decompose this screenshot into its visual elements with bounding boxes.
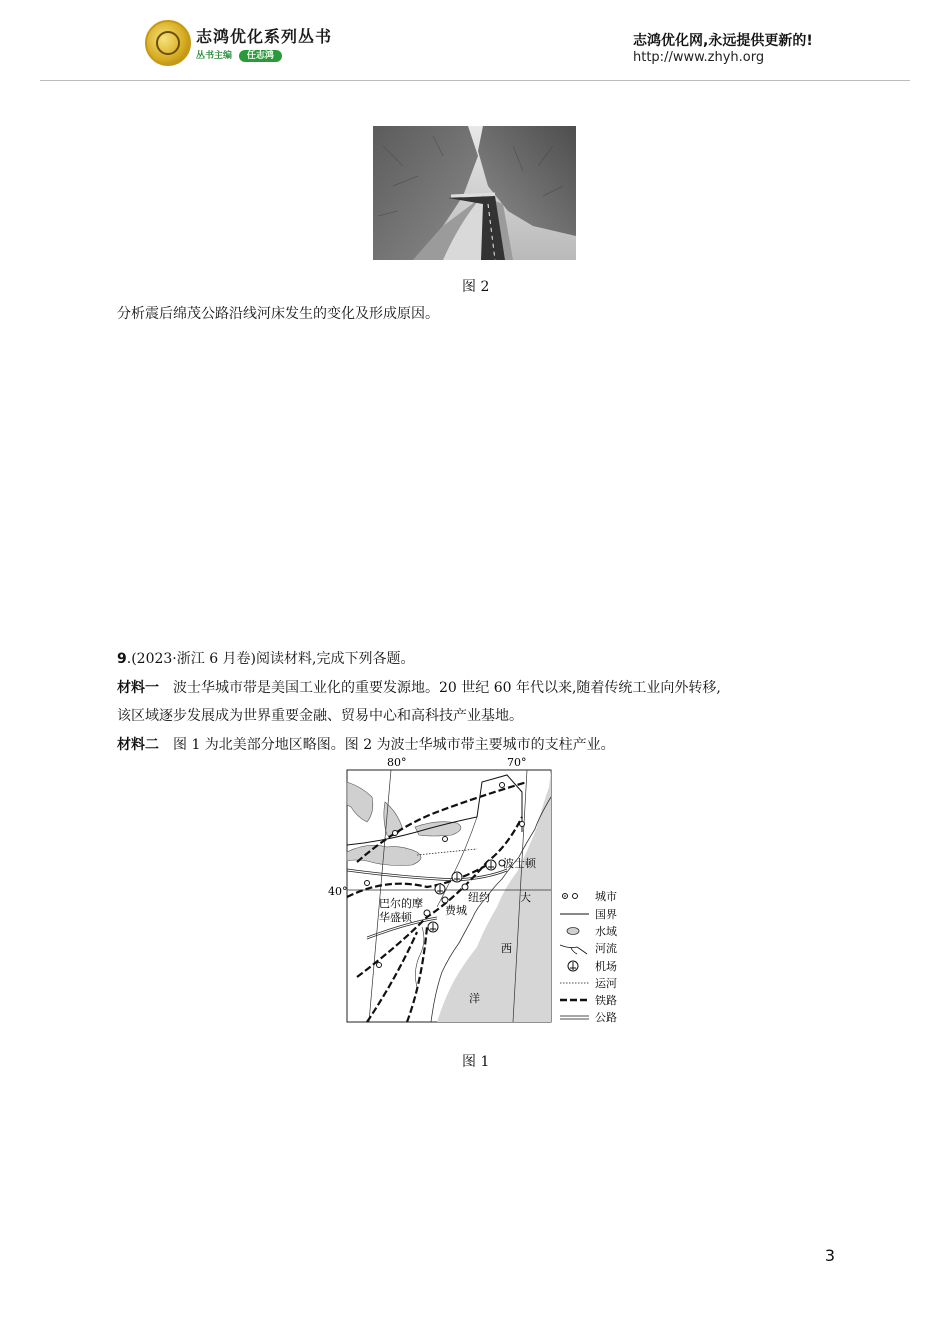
page-number: 3 — [824, 1246, 835, 1265]
city-washington-label: 华盛顿 — [379, 911, 412, 924]
city-boston-label: 波士顿 — [503, 857, 536, 870]
question-8-prompt: 分析震后绵茂公路沿线河床发生的变化及形成原因。 — [117, 306, 439, 322]
editor-row — [196, 48, 282, 61]
legend-border: 国界 — [595, 908, 617, 921]
gorge-road-photo — [373, 126, 576, 260]
header-divider — [40, 80, 910, 81]
legend-river: 河流 — [595, 942, 617, 955]
north-america-map — [327, 757, 627, 1027]
publisher-logo — [145, 20, 191, 66]
legend-airport: 机场 — [595, 960, 617, 973]
figure-2-caption: 图 2 — [462, 279, 490, 295]
lon-80-label: 80° — [387, 757, 407, 769]
ocean-char-3: 洋 — [469, 992, 480, 1005]
material-2-line — [117, 735, 615, 755]
map-legend — [560, 890, 617, 1024]
city-newyork-label: 纽约 — [468, 891, 490, 904]
editor-label: 丛书主编 — [196, 51, 233, 61]
question-number: 9 — [117, 651, 127, 667]
lat-40-label: 40° — [328, 885, 348, 898]
material-2-text: 图 1 为北美部分地区略图。图 2 为波士华城市带主要城市的支柱产业。 — [173, 737, 615, 753]
legend-railway: 铁路 — [595, 994, 617, 1007]
material-2-label: 材料二 — [117, 737, 159, 753]
ocean-char-1: 大 — [520, 891, 531, 904]
site-url[interactable]: http://www.zhyh.org — [633, 50, 765, 65]
legend-city: 城市 — [595, 890, 617, 903]
site-slogan: 志鸿优化网,永远提供更新的! — [633, 33, 813, 49]
material-1-label: 材料一 — [117, 680, 159, 696]
material-1-text-1: 波士华城市带是美国工业化的重要发源地。20 世纪 60 年代以来,随着传统工业向外转移, — [173, 680, 721, 696]
legend-canal: 运河 — [595, 977, 617, 990]
question-9-intro — [117, 649, 414, 669]
material-1-line-1 — [117, 678, 721, 698]
legend-highway: 公路 — [595, 1011, 617, 1024]
question-9-source: .(2023·浙江 6 月卷)阅读材料,完成下列各题。 — [126, 651, 415, 667]
legend-water: 水域 — [595, 925, 617, 938]
material-1-line-2: 该区域逐步发展成为世界重要金融、贸易中心和高科技产业基地。 — [117, 708, 523, 724]
city-philadelphia-label: 费城 — [445, 904, 467, 917]
figure-1-caption: 图 1 — [462, 1054, 490, 1070]
series-title: 志鸿优化系列丛书 — [196, 27, 333, 46]
city-baltimore-label: 巴尔的摩 — [379, 897, 423, 910]
lon-70-label: 70° — [507, 757, 527, 769]
editor-name-badge: 任志鸿 — [239, 50, 282, 62]
ocean-char-2: 西 — [501, 942, 512, 955]
